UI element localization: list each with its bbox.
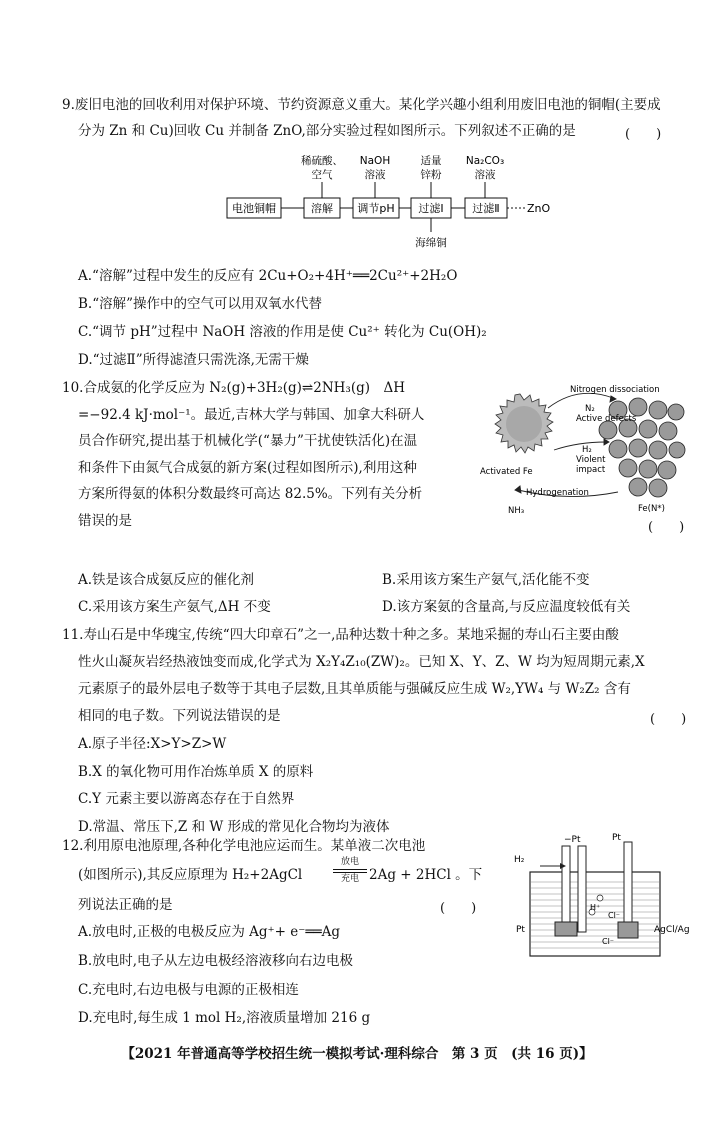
page-footer: 【2021 年普通高等学校招生统一模拟考试·理科综合 第 3 页 (共 16 页)】 [121,1046,593,1062]
q11-option-a: A.原子半径:X>Y>Z>W [78,736,227,752]
label-pt-left: −Pt [564,835,581,845]
q9-stem-line1: 9.废旧电池的回收利用对保护环境、节约资源意义重大。某化学兴趣小组利用废旧电池的铜帽(主要成 [62,97,661,113]
reaction-over-label: 放电 [340,857,359,867]
q9-option-c: C.“调节 pH”过程中 NaOH 溶液的作用是使 Cu²⁺ 转化为 Cu(OH)₂ [78,324,487,340]
q10-stem-line3: 员合作研究,提出基于机械化学(“暴力”干扰使铁活化)在温 [78,433,418,449]
label-activated-fe: Activated Fe [480,467,533,477]
flow-step-filter-2: 过滤Ⅱ [472,202,500,215]
reagent-2b: 溶液 [364,169,386,181]
q11-option-b: B.X 的氧化物可用作冶炼单质 X 的原料 [78,764,314,780]
q9-answer-bracket: ( ) [625,127,662,142]
q11-stem-line1: 11.寿山石是中华瑰宝,传统“四大印章石”之一,品种达数十种之多。某地采掘的寿山石主要由酸 [62,627,619,643]
q10-stem-line6: 错误的是 [78,513,132,529]
q9-flow-diagram [225,148,565,258]
flow-step-dissolve: 溶解 [311,202,333,215]
q10-option-b: B.采用该方案生产氨气,活化能不变 [382,572,590,588]
q12-stem-line2b: 2Ag + 2HCl 。下 [369,867,483,883]
flow-step-filter-1: 过滤Ⅰ [418,202,444,215]
q11-stem-line2: 性火山凝灰岩经热液蚀变而成,化学式为 X₂Y₄Z₁₀(ZW)₂。已知 X、Y、Z、W 均为短周期元素,X [78,654,645,670]
reagent-1b: 空气 [311,169,333,181]
flow-end-zno: ZnO [527,202,551,215]
reagent-4b: 溶液 [474,169,496,181]
reversible-arrow-line-2 [333,872,367,873]
q12-answer-bracket: ( ) [440,901,477,916]
flow-step-adjust-ph: 调节pH [357,202,395,215]
label-hplus: H⁺ [590,903,601,912]
flow-byproduct: 海绵铜 [415,237,447,249]
q12-option-c: C.充电时,右边电极与电源的正极相连 [78,982,299,998]
label-violent: Violent [576,455,606,465]
reagent-3a: 适量 [420,155,442,167]
reagent-2a: NaOH [359,155,391,167]
q11-stem-line3: 元素原子的最外层电子数等于其电子层数,且其单质能与强碱反应生成 W₂,YW₄ 与 W₂Z₂ 含有 [78,681,631,697]
q12-stem-line2a: (如图所示),其反应原理为 H₂+2AgCl [78,867,303,883]
q12-stem-line3: 列说法正确的是 [78,897,173,913]
reaction-under-label: 充电 [340,874,359,884]
label-pt: Pt [516,925,525,935]
reagent-3b: 锌粉 [420,169,442,181]
q12-option-b: B.放电时,电子从左边电极经溶液移向右边电极 [78,953,354,969]
label-impact: impact [576,465,606,475]
q9-option-d: D.“过滤Ⅱ”所得滤渣只需洗涤,无需干燥 [78,352,309,368]
reagent-1a: 稀硫酸、 [301,155,343,167]
q11-option-d: D.常温、常压下,Z 和 W 形成的常见化合物均为液体 [78,819,390,835]
flow-start: 电池铜帽 [232,202,276,215]
q10-stem-line5: 方案所得氨的体积分数最终可高达 82.5%。下列有关分析 [78,486,423,502]
label-nh3: NH₃ [508,506,525,514]
beaker [530,872,660,956]
q10-stem-line1: 10.合成氨的化学反应为 N₂(g)+3H₂(g)⇌2NH₃(g) ΔH [62,380,406,396]
q12-reaction-arrow [333,857,367,885]
label-hydrogenation: Hydrogenation [526,488,589,498]
label-h2: H₂ [514,855,525,865]
q9-option-b: B.“溶解”操作中的空气可以用双氧水代替 [78,296,323,312]
label-active-defects: Active defects [576,414,637,424]
label-agcl-ag: AgCl/Ag [654,925,690,935]
fe-n-cluster [599,398,685,497]
q10-ammonia-figure [478,380,690,514]
q10-stem-line2: =−92.4 kJ·mol⁻¹。最近,吉林大学与韩国、加拿大科研人 [78,407,425,423]
q10-option-c: C.采用该方案生产氨气,ΔH 不变 [78,599,271,615]
label-h2: H₂ [582,445,592,455]
q11-option-c: C.Y 元素主要以游离态存在于自然界 [78,791,295,807]
label-n2: N₂ [585,404,595,414]
reagent-4a: Na₂CO₃ [465,155,505,167]
q10-answer-bracket: ( ) [648,520,685,535]
q10-option-a: A.铁是该合成氨反应的催化剂 [78,572,255,588]
q10-option-d: D.该方案氨的含量高,与反应温度较低有关 [382,599,631,615]
q12-option-d: D.充电时,每生成 1 mol H₂,溶液质量增加 216 g [78,1010,371,1026]
q9-stem-line2: 分为 Zn 和 Cu)回收 Cu 并制备 ZnO,部分实验过程如图所示。下列叙述不正确的是 [78,123,576,139]
label-cl-2: Cl⁻ [602,937,615,946]
q12-stem-line1: 12.利用原电池原理,各种化学电池应运而生。某单液二次电池 [62,838,426,854]
label-fe-n: Fe(N*) [638,504,665,514]
q11-answer-bracket: ( ) [650,712,687,727]
reversible-arrow-line [333,869,367,870]
q9-option-a: A.“溶解”过程中发生的反应有 2Cu+O₂+4H⁺══2Cu²⁺+2H₂O [78,268,458,284]
q12-option-a: A.放电时,正极的电极反应为 Ag⁺+ e⁻══Ag [78,924,341,940]
label-pt-right: Pt [612,833,621,843]
q11-stem-line4: 相同的电子数。下列说法错误的是 [78,708,281,724]
q12-battery-figure [500,832,702,962]
label-nitrogen-dissociation: Nitrogen dissociation [570,385,660,395]
label-cl-1: Cl⁻ [608,911,621,920]
q10-stem-line4: 和条件下由氮气合成氨的新方案(过程如图所示),利用这种 [78,460,417,476]
